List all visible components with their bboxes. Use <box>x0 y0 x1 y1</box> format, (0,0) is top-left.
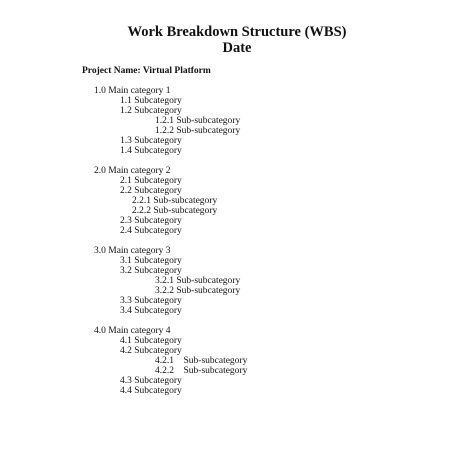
sub-subcategory: 3.2.1 Sub-subcategory <box>155 276 241 286</box>
subcategory: 1.1 Subcategory <box>120 96 182 106</box>
project-name: Project Name: Virtual Platform <box>82 66 211 76</box>
subcategory: 3.2 Subcategory <box>120 266 182 276</box>
sub-subcategory: 4.2.2 Sub-subcategory <box>155 366 248 376</box>
document-date: Date <box>222 40 252 56</box>
sub-subcategory: 1.2.1 Sub-subcategory <box>155 116 241 126</box>
subcategory: 2.3 Subcategory <box>120 216 182 226</box>
document-title: Work Breakdown Structure (WBS) <box>127 24 347 40</box>
main-category: 4.0 Main category 4 <box>94 326 171 336</box>
sub-subcategory: 3.2.2 Sub-subcategory <box>155 286 241 296</box>
subcategory: 2.1 Subcategory <box>120 176 182 186</box>
subcategory: 4.1 Subcategory <box>120 336 182 346</box>
subcategory: 3.3 Subcategory <box>120 296 182 306</box>
subcategory: 2.2 Subcategory <box>120 186 182 196</box>
sub-subcategory: 4.2.1 Sub-subcategory <box>155 356 248 366</box>
subcategory: 4.4 Subcategory <box>120 386 182 396</box>
main-category: 2.0 Main category 2 <box>94 166 171 176</box>
sub-subcategory: 2.2.2 Sub-subcategory <box>132 206 218 216</box>
subcategory: 4.3 Subcategory <box>120 376 182 386</box>
subcategory: 3.1 Subcategory <box>120 256 182 266</box>
subcategory: 4.2 Subcategory <box>120 346 182 356</box>
sub-subcategory: 2.2.1 Sub-subcategory <box>132 196 218 206</box>
subcategory: 1.2 Subcategory <box>120 106 182 116</box>
subcategory: 1.4 Subcategory <box>120 146 182 156</box>
main-category: 3.0 Main category 3 <box>94 246 171 256</box>
subcategory: 2.4 Subcategory <box>120 226 182 236</box>
subcategory: 3.4 Subcategory <box>120 306 182 316</box>
sub-subcategory: 1.2.2 Sub-subcategory <box>155 126 241 136</box>
subcategory: 1.3 Subcategory <box>120 136 182 146</box>
main-category: 1.0 Main category 1 <box>94 86 171 96</box>
